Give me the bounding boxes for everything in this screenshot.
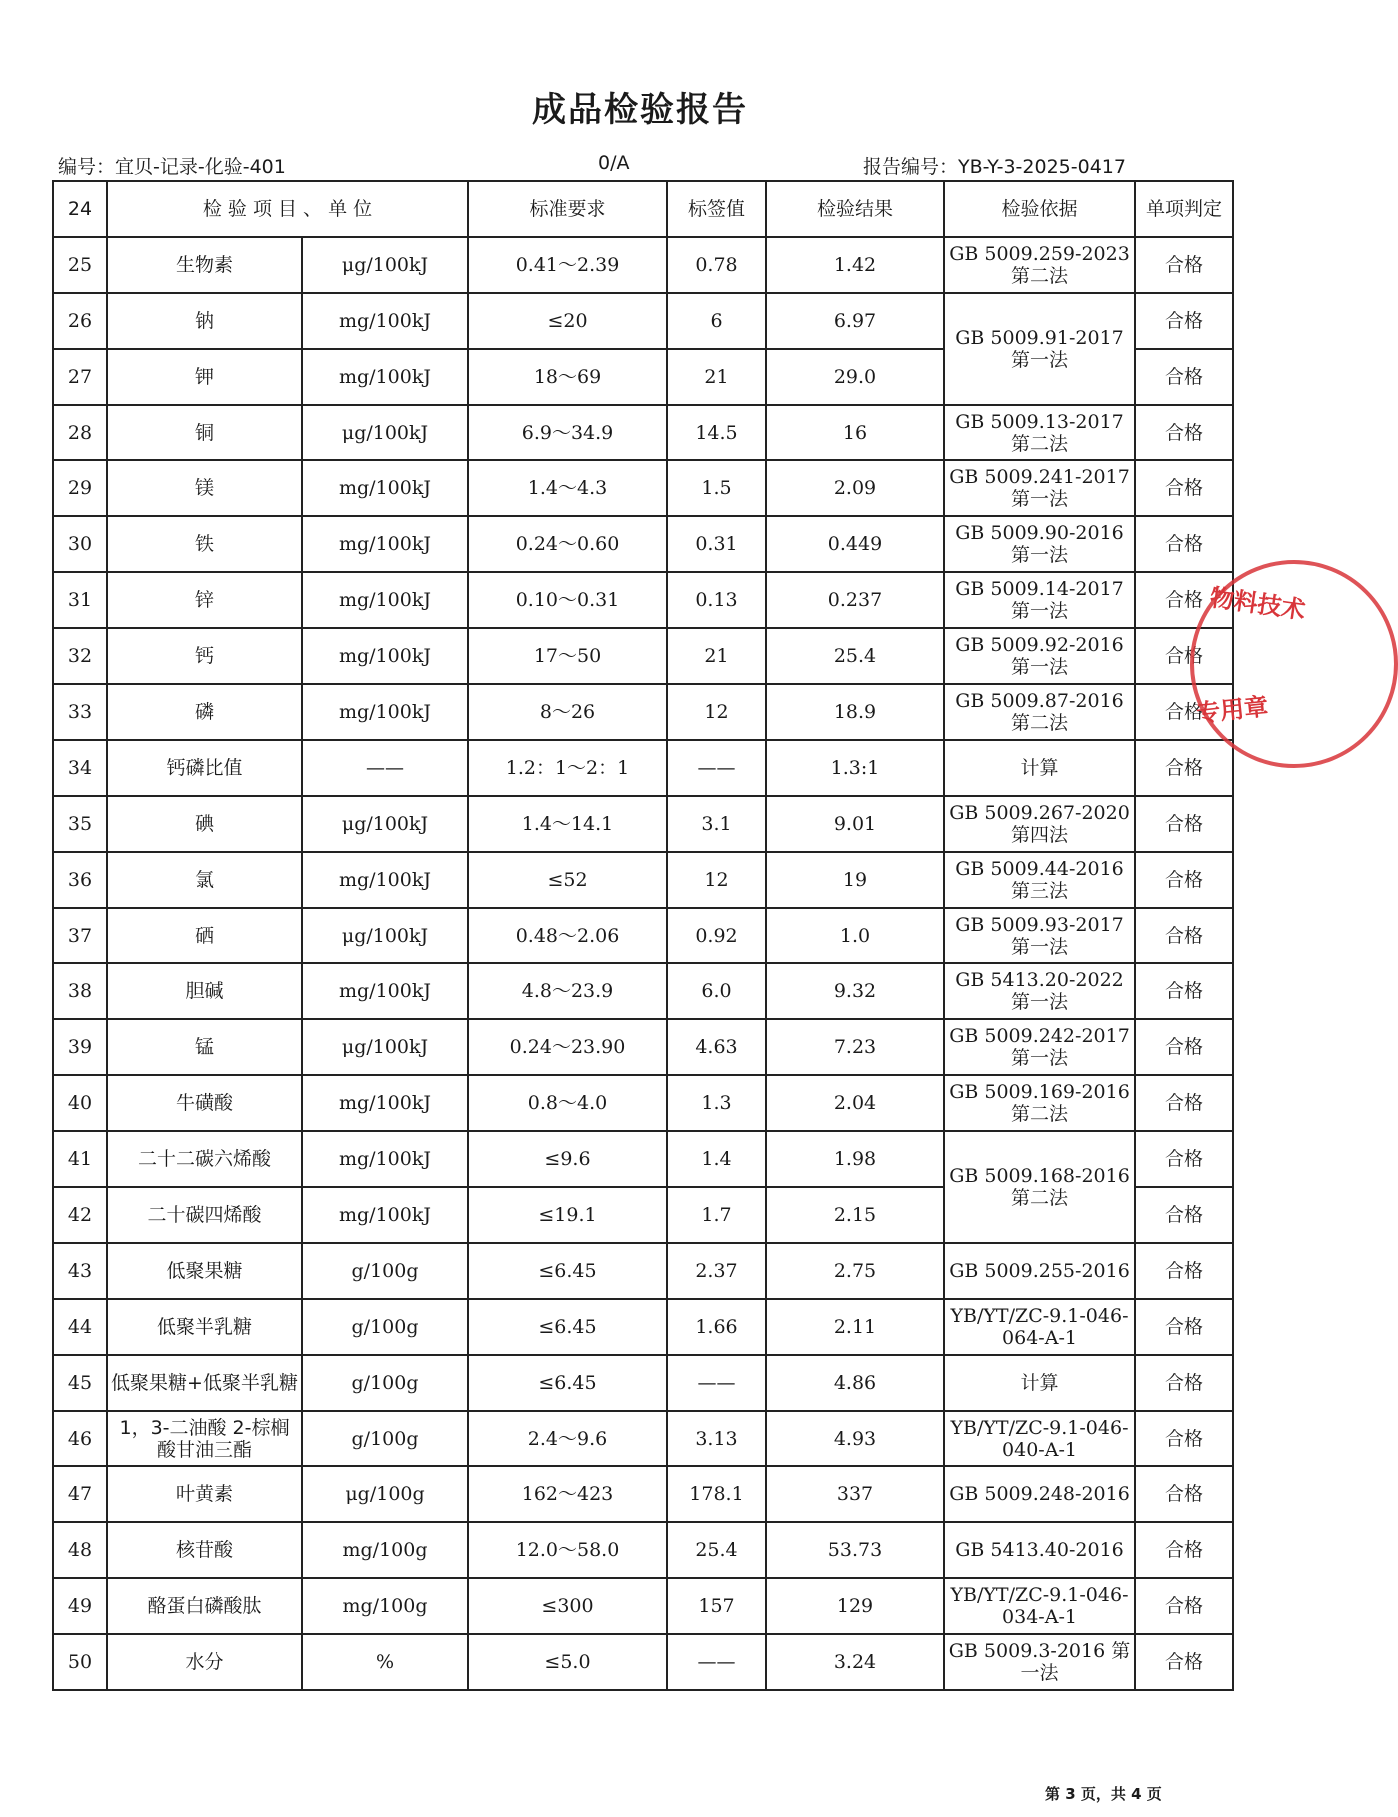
test-result: 0.237 [766,572,944,628]
table-row [53,1634,1233,1690]
table-row [53,572,1233,628]
standard-requirement: 0.24～23.90 [468,1019,667,1075]
table-row [53,908,1233,964]
test-basis: GB 5009.90-2016 第一法 [944,516,1135,572]
table-row [53,516,1233,572]
item-name: 铁 [107,516,302,572]
item-name: 硒 [107,908,302,964]
report-number: 报告编号：YB-Y-3-2025-0417 [863,156,1126,178]
table-row [53,628,1233,684]
test-result: 29.0 [766,349,944,405]
item-unit: g/100g [302,1243,468,1299]
table-row [53,1019,1233,1075]
test-basis: GB 5413.40-2016 [944,1522,1135,1578]
judgement: 合格 [1135,1466,1233,1522]
test-basis: GB 5009.91-2017 第一法 [944,293,1135,405]
judgement: 合格 [1135,1299,1233,1355]
row-no: 30 [53,516,107,572]
label-value: 4.63 [667,1019,766,1075]
item-name: 1，3-二油酸 2-棕榈酸甘油三酯 [107,1411,302,1467]
item-name: 钙 [107,628,302,684]
row-no: 34 [53,740,107,796]
label-value: 1.66 [667,1299,766,1355]
row-no: 32 [53,628,107,684]
test-basis: GB 5009.241-2017 第一法 [944,460,1135,516]
item-unit: mg/100kJ [302,963,468,1019]
judgement: 合格 [1135,1522,1233,1578]
test-basis: GB 5009.255-2016 [944,1243,1135,1299]
judgement: 合格 [1135,516,1233,572]
item-unit: mg/100kJ [302,1187,468,1243]
standard-requirement: 6.9～34.9 [468,405,667,461]
row-no: 39 [53,1019,107,1075]
label-value: —— [667,1634,766,1690]
standard-requirement: ≤6.45 [468,1355,667,1411]
judgement: 合格 [1135,293,1233,349]
standard-requirement: ≤6.45 [468,1243,667,1299]
test-basis: GB 5009.92-2016 第一法 [944,628,1135,684]
row-no: 47 [53,1466,107,1522]
standard-requirement: ≤300 [468,1578,667,1634]
header-label-value: 标签值 [667,181,766,237]
row-no: 45 [53,1355,107,1411]
item-unit: mg/100kJ [302,516,468,572]
table-row [53,1411,1233,1467]
judgement: 合格 [1135,796,1233,852]
report-title: 成品检验报告 [532,90,748,130]
label-value: —— [667,1355,766,1411]
test-result: 53.73 [766,1522,944,1578]
test-basis: GB 5413.20-2022 第一法 [944,963,1135,1019]
row-no: 27 [53,349,107,405]
item-name: 钙磷比值 [107,740,302,796]
row-no: 29 [53,460,107,516]
judgement: 合格 [1135,684,1233,740]
judgement: 合格 [1135,908,1233,964]
standard-requirement: 4.8～23.9 [468,963,667,1019]
test-result: 7.23 [766,1019,944,1075]
standard-requirement: 17～50 [468,628,667,684]
header-standard: 标准要求 [468,181,667,237]
row-no: 44 [53,1299,107,1355]
item-unit: g/100g [302,1411,468,1467]
label-value: 6.0 [667,963,766,1019]
standard-requirement: ≤52 [468,852,667,908]
item-unit: mg/100kJ [302,1075,468,1131]
label-value: 3.1 [667,796,766,852]
test-basis: GB 5009.169-2016 第二法 [944,1075,1135,1131]
item-name: 二十二碳六烯酸 [107,1131,302,1187]
table-row [53,1522,1233,1578]
item-name: 核苷酸 [107,1522,302,1578]
test-result: 1.3:1 [766,740,944,796]
test-basis: YB/YT/ZC-9.1-046-040-A-1 [944,1411,1135,1467]
label-value: 1.3 [667,1075,766,1131]
item-unit: μg/100kJ [302,908,468,964]
table-row [53,852,1233,908]
table-row [53,1131,1233,1187]
seal-stamp-text-top: 物料技术 [1208,583,1308,625]
test-result: 1.42 [766,237,944,293]
row-no: 46 [53,1411,107,1467]
item-unit: mg/100kJ [302,628,468,684]
item-name: 叶黄素 [107,1466,302,1522]
test-basis: GB 5009.93-2017 第一法 [944,908,1135,964]
table-row [53,796,1233,852]
judgement: 合格 [1135,572,1233,628]
test-basis: GB 5009.14-2017 第一法 [944,572,1135,628]
label-value: 178.1 [667,1466,766,1522]
table-row [53,1578,1233,1634]
item-unit: mg/100kJ [302,349,468,405]
test-result: 2.75 [766,1243,944,1299]
table-row [53,1355,1233,1411]
item-unit: μg/100kJ [302,796,468,852]
table-row [53,293,1233,349]
test-basis: GB 5009.267-2020 第四法 [944,796,1135,852]
label-value: 1.5 [667,460,766,516]
standard-requirement: 0.10～0.31 [468,572,667,628]
item-unit: mg/100kJ [302,684,468,740]
test-result: 1.0 [766,908,944,964]
label-value: 0.78 [667,237,766,293]
judgement: 合格 [1135,237,1233,293]
item-unit: mg/100kJ [302,293,468,349]
test-basis: GB 5009.242-2017 第一法 [944,1019,1135,1075]
item-name: 低聚果糖+低聚半乳糖 [107,1355,302,1411]
item-name: 磷 [107,684,302,740]
document-version: 0/A [598,152,630,174]
label-value: 6 [667,293,766,349]
test-basis: GB 5009.259-2023 第二法 [944,237,1135,293]
row-no: 40 [53,1075,107,1131]
document-code: 编号：宜贝-记录-化验-401 [58,156,286,178]
label-value: 0.92 [667,908,766,964]
row-no: 41 [53,1131,107,1187]
judgement: 合格 [1135,1578,1233,1634]
item-name: 氯 [107,852,302,908]
judgement: 合格 [1135,1075,1233,1131]
label-value: 25.4 [667,1522,766,1578]
row-no: 33 [53,684,107,740]
test-result: 337 [766,1466,944,1522]
label-value: 21 [667,349,766,405]
judgement: 合格 [1135,1411,1233,1467]
row-no: 25 [53,237,107,293]
table-row [53,963,1233,1019]
judgement: 合格 [1135,1355,1233,1411]
test-basis: GB 5009.13-2017 第二法 [944,405,1135,461]
label-value: 157 [667,1578,766,1634]
standard-requirement: 12.0～58.0 [468,1522,667,1578]
standard-requirement: ≤20 [468,293,667,349]
row-no: 48 [53,1522,107,1578]
item-unit: mg/100kJ [302,852,468,908]
table-row [53,1243,1233,1299]
judgement: 合格 [1135,852,1233,908]
page-footer: 第 3 页，共 4 页 [1045,1785,1162,1803]
label-value: 1.4 [667,1131,766,1187]
label-value: 12 [667,852,766,908]
test-basis: YB/YT/ZC-9.1-046-034-A-1 [944,1578,1135,1634]
item-unit: μg/100kJ [302,237,468,293]
item-unit: mg/100kJ [302,460,468,516]
item-name: 碘 [107,796,302,852]
standard-requirement: 18～69 [468,349,667,405]
item-unit: mg/100kJ [302,572,468,628]
item-unit: μg/100g [302,1466,468,1522]
standard-requirement: ≤19.1 [468,1187,667,1243]
item-unit: —— [302,740,468,796]
test-result: 2.15 [766,1187,944,1243]
item-unit: μg/100kJ [302,1019,468,1075]
table-row [53,1466,1233,1522]
label-value: 21 [667,628,766,684]
table-row [53,1075,1233,1131]
row-no: 26 [53,293,107,349]
item-name: 酪蛋白磷酸肽 [107,1578,302,1634]
standard-requirement: 0.24～0.60 [468,516,667,572]
test-basis: YB/YT/ZC-9.1-046-064-A-1 [944,1299,1135,1355]
table-header-row [53,181,1233,237]
label-value: 14.5 [667,405,766,461]
standard-requirement: 1.2：1～2：1 [468,740,667,796]
judgement: 合格 [1135,963,1233,1019]
item-name: 钾 [107,349,302,405]
test-result: 18.9 [766,684,944,740]
row-no: 28 [53,405,107,461]
test-result: 2.11 [766,1299,944,1355]
item-unit: g/100g [302,1299,468,1355]
judgement: 合格 [1135,1131,1233,1187]
item-unit: mg/100kJ [302,1131,468,1187]
seal-stamp-text-bottom: 专用章 [1194,692,1270,728]
test-result: 9.32 [766,963,944,1019]
judgement: 合格 [1135,460,1233,516]
test-result: 129 [766,1578,944,1634]
item-name: 牛磺酸 [107,1075,302,1131]
test-result: 2.04 [766,1075,944,1131]
standard-requirement: ≤6.45 [468,1299,667,1355]
test-basis: GB 5009.248-2016 [944,1466,1135,1522]
row-no: 43 [53,1243,107,1299]
standard-requirement: ≤9.6 [468,1131,667,1187]
item-name: 镁 [107,460,302,516]
test-result: 3.24 [766,1634,944,1690]
standard-requirement: 0.41～2.39 [468,237,667,293]
label-value: 0.31 [667,516,766,572]
test-basis: GB 5009.3-2016 第一法 [944,1634,1135,1690]
table-row [53,460,1233,516]
table-row [53,1299,1233,1355]
test-result: 9.01 [766,796,944,852]
standard-requirement: 2.4～9.6 [468,1411,667,1467]
label-value: 12 [667,684,766,740]
judgement: 合格 [1135,1019,1233,1075]
test-result: 4.93 [766,1411,944,1467]
table-row [53,237,1233,293]
item-name: 水分 [107,1634,302,1690]
item-name: 胆碱 [107,963,302,1019]
inspection-table [52,180,1234,1691]
judgement: 合格 [1135,1634,1233,1690]
header-judgement: 单项判定 [1135,181,1233,237]
item-name: 生物素 [107,237,302,293]
label-value: —— [667,740,766,796]
standard-requirement: 1.4～14.1 [468,796,667,852]
table-row [53,684,1233,740]
label-value: 2.37 [667,1243,766,1299]
item-name: 二十碳四烯酸 [107,1187,302,1243]
test-basis: 计算 [944,1355,1135,1411]
row-no: 35 [53,796,107,852]
table-row [53,740,1233,796]
header-no: 24 [53,181,107,237]
test-result: 1.98 [766,1131,944,1187]
test-result: 25.4 [766,628,944,684]
label-value: 1.7 [667,1187,766,1243]
label-value: 3.13 [667,1411,766,1467]
table-row [53,405,1233,461]
test-result: 4.86 [766,1355,944,1411]
report-meta [58,152,1138,178]
row-no: 50 [53,1634,107,1690]
item-name: 低聚果糖 [107,1243,302,1299]
test-result: 0.449 [766,516,944,572]
header-basis: 检验依据 [944,181,1135,237]
row-no: 42 [53,1187,107,1243]
header-result: 检验结果 [766,181,944,237]
test-result: 2.09 [766,460,944,516]
item-unit: mg/100g [302,1522,468,1578]
standard-requirement: 1.4～4.3 [468,460,667,516]
judgement: 合格 [1135,628,1233,684]
test-result: 16 [766,405,944,461]
standard-requirement: 0.8～4.0 [468,1075,667,1131]
test-result: 6.97 [766,293,944,349]
item-name: 铜 [107,405,302,461]
item-unit: % [302,1634,468,1690]
row-no: 49 [53,1578,107,1634]
header-item-unit: 检 验 项 目 、 单 位 [107,181,468,237]
row-no: 38 [53,963,107,1019]
test-basis: GB 5009.87-2016 第二法 [944,684,1135,740]
standard-requirement: 8～26 [468,684,667,740]
test-basis: 计算 [944,740,1135,796]
standard-requirement: ≤5.0 [468,1634,667,1690]
test-basis: GB 5009.168-2016 第二法 [944,1131,1135,1243]
row-no: 31 [53,572,107,628]
judgement: 合格 [1135,405,1233,461]
judgement: 合格 [1135,1243,1233,1299]
judgement: 合格 [1135,740,1233,796]
item-name: 锰 [107,1019,302,1075]
standard-requirement: 0.48～2.06 [468,908,667,964]
judgement: 合格 [1135,1187,1233,1243]
label-value: 0.13 [667,572,766,628]
item-unit: mg/100g [302,1578,468,1634]
test-basis: GB 5009.44-2016 第三法 [944,852,1135,908]
item-name: 低聚半乳糖 [107,1299,302,1355]
row-no: 37 [53,908,107,964]
standard-requirement: 162～423 [468,1466,667,1522]
item-unit: g/100g [302,1355,468,1411]
test-result: 19 [766,852,944,908]
row-no: 36 [53,852,107,908]
item-unit: μg/100kJ [302,405,468,461]
item-name: 钠 [107,293,302,349]
judgement: 合格 [1135,349,1233,405]
item-name: 锌 [107,572,302,628]
